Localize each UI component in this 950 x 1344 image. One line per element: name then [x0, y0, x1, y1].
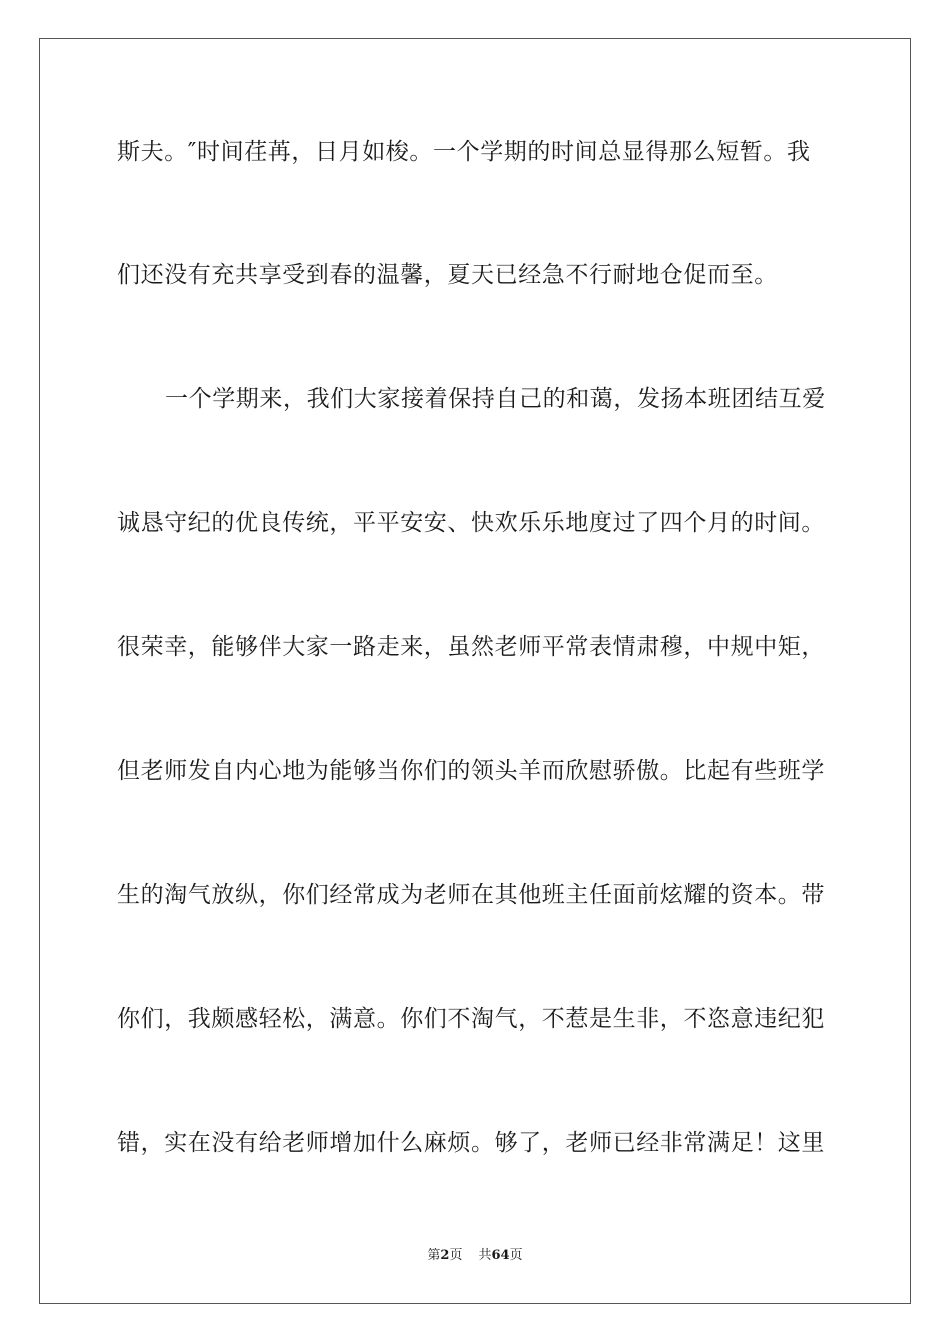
total-pages-number: 64 [491, 1248, 510, 1263]
page-footer [0, 1247, 950, 1265]
total-pages-label [478, 1248, 522, 1263]
page-suffix: 页 [449, 1248, 463, 1263]
text-line-8: 你们，我颇感轻松，满意。你们不淘气，不惹是生非，不恣意违纪犯 [117, 1006, 825, 1032]
text-line-3: 一个学期来，我们大家接着保持自己的和蔼，发扬本班团结互爱 [165, 386, 826, 412]
page-prefix: 第 [427, 1248, 441, 1263]
text-line-9: 错，实在没有给老师增加什么麻烦。够了，老师已经非常满足！这里 [117, 1130, 825, 1156]
page-label [427, 1248, 462, 1263]
text-line-7: 生的淘气放纵，你们经常成为老师在其他班主任面前炫耀的资本。带 [117, 882, 825, 908]
text-line-4: 诚恳守纪的优良传统，平平安安、快欢乐乐地度过了四个月的时间。 [117, 510, 825, 536]
page-border [39, 38, 911, 1304]
total-prefix: 共 [478, 1248, 492, 1263]
text-line-1: 斯夫。″时间荏苒，日月如梭。一个学期的时间总显得那么短暂。我 [117, 139, 811, 165]
total-suffix: 页 [509, 1248, 523, 1263]
text-line-6: 但老师发自内心地为能够当你们的领头羊而欣慰骄傲。比起有些班学 [117, 758, 825, 784]
page-number: 2 [440, 1248, 450, 1263]
text-line-2: 们还没有充共享受到春的温馨，夏天已经急不行耐地仓促而至。 [117, 262, 778, 288]
text-line-5: 很荣幸，能够伴大家一路走来，虽然老师平常表情肃穆，中规中矩， [117, 634, 825, 660]
